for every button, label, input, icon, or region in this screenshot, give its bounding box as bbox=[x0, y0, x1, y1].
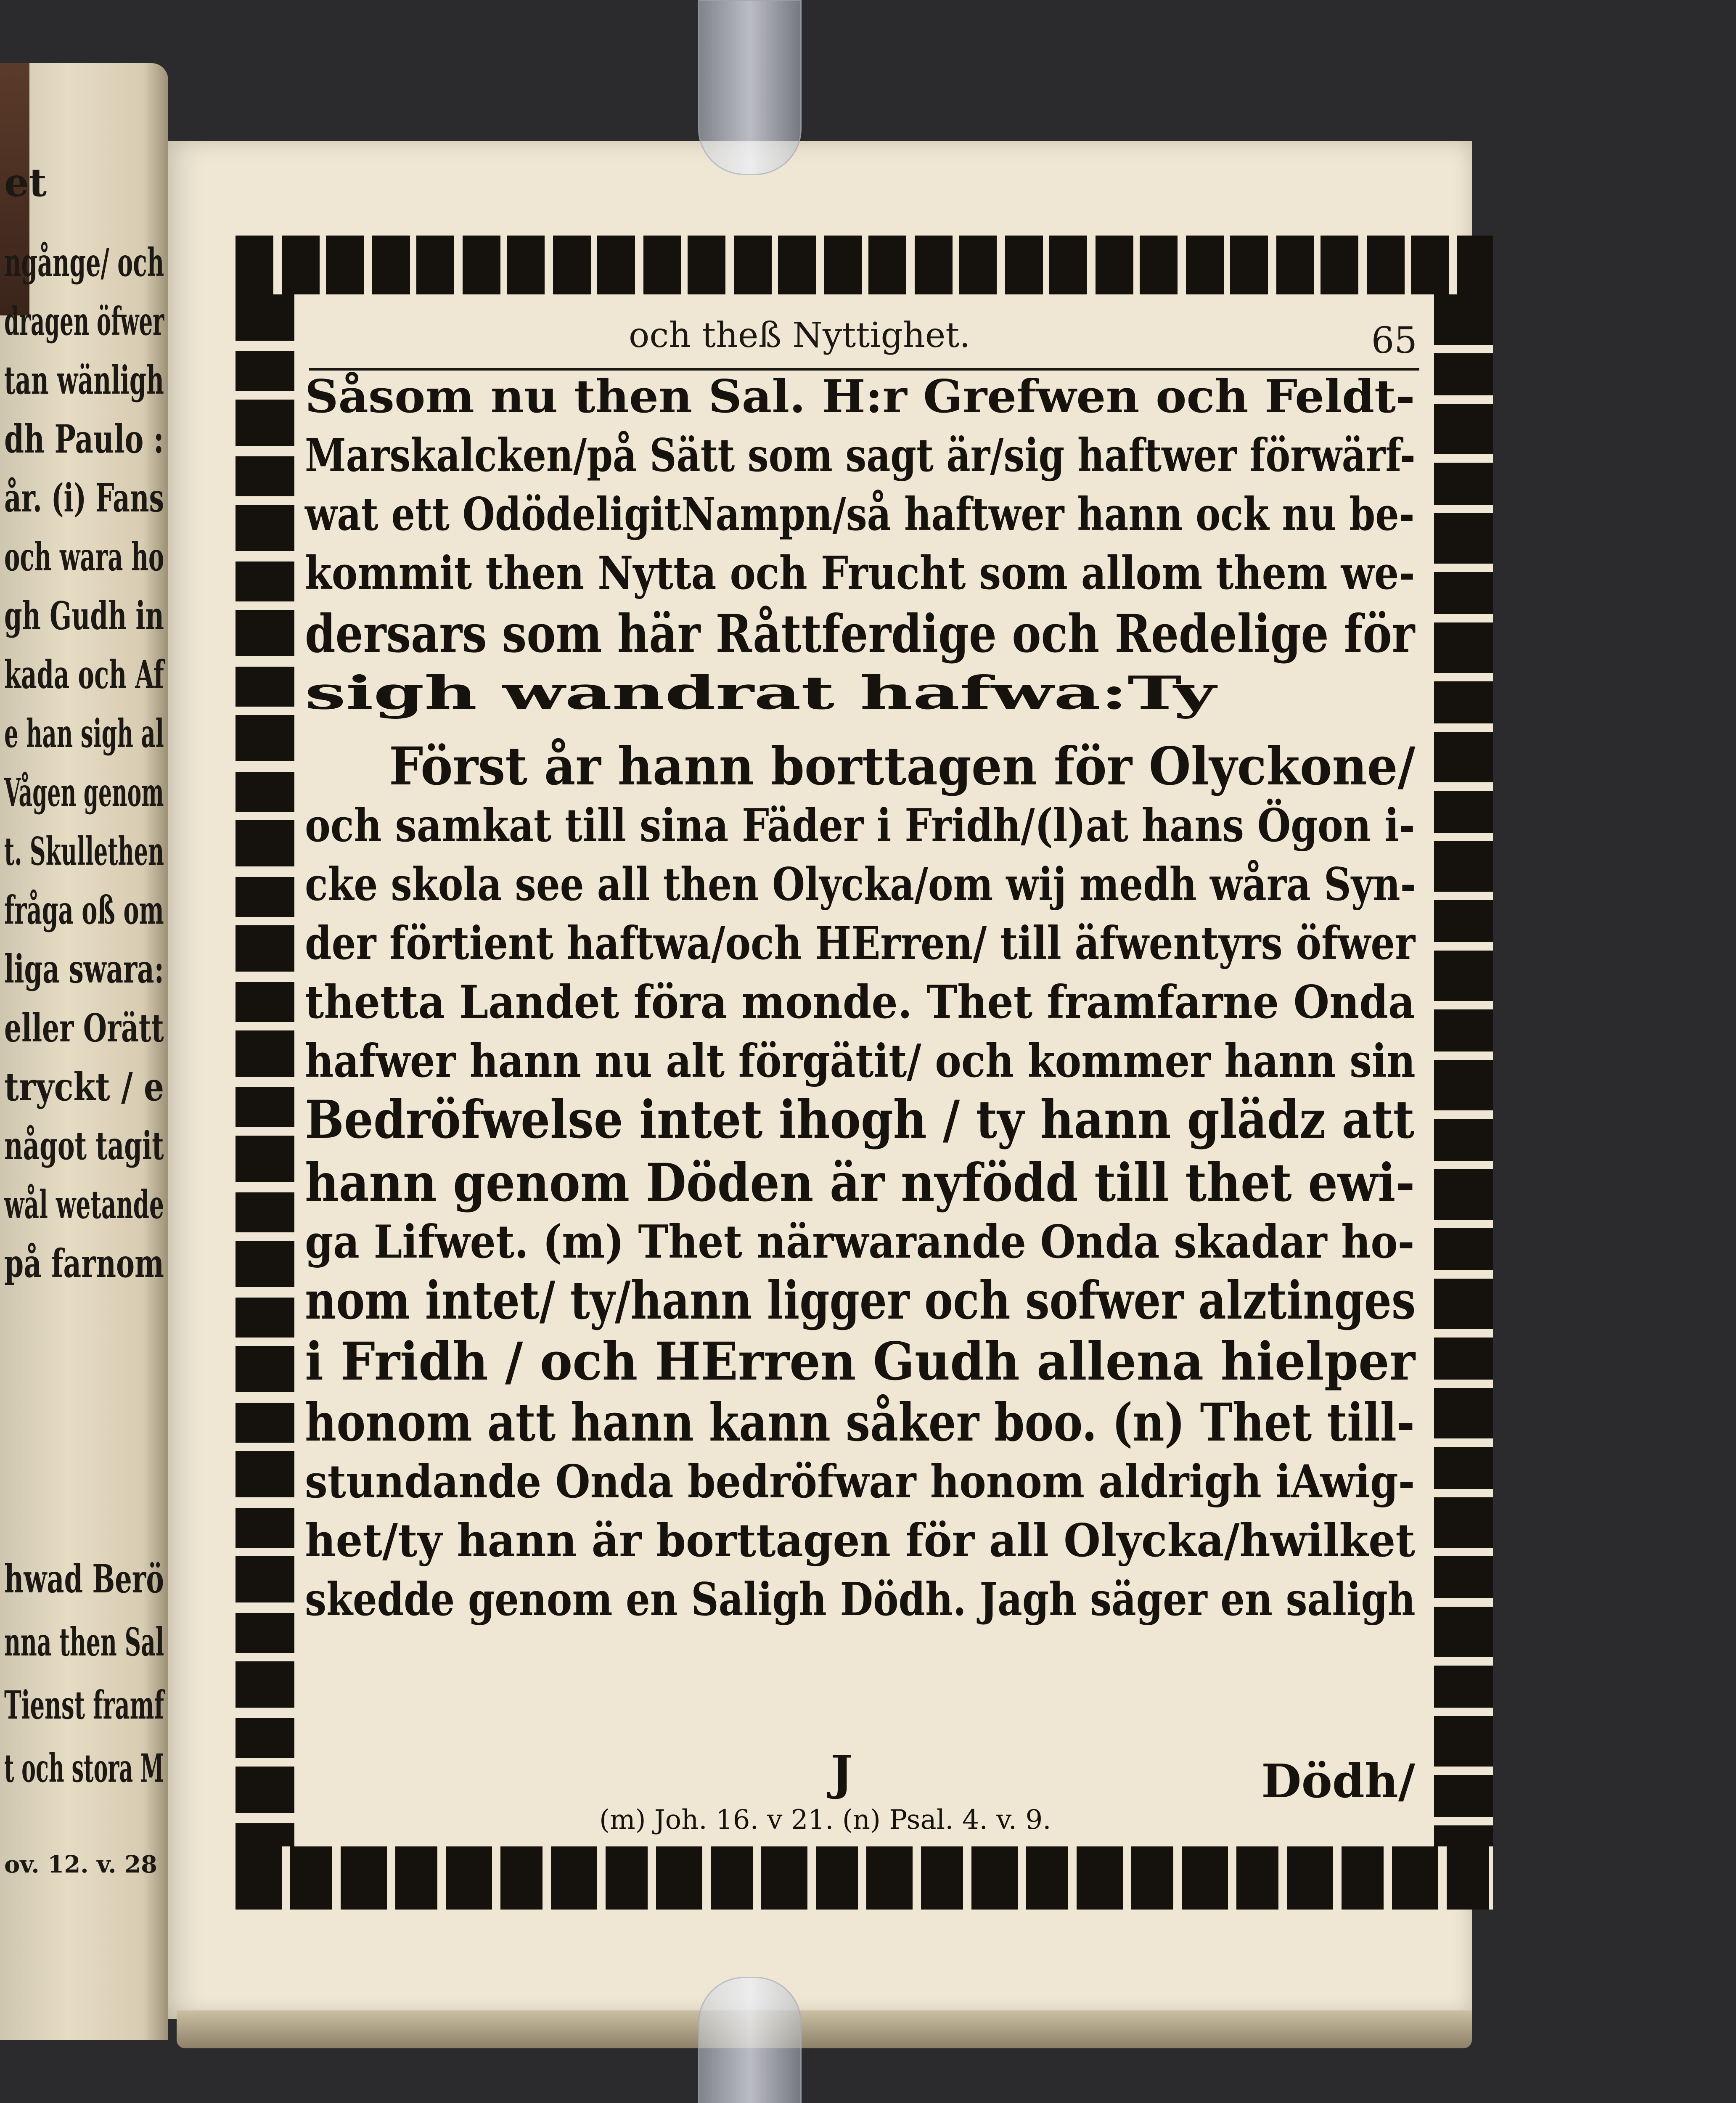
text-line: hafwer hann nu alt förgätit/ och kommer hann sin bbox=[305, 1035, 1416, 1088]
left-fragment: gh Gudh in bbox=[4, 593, 164, 638]
text-line: sigh wandrat hafwa:Ty bbox=[305, 667, 1216, 720]
left-fragment: dragen öfwer bbox=[4, 299, 164, 344]
left-fragment: Vågen genom bbox=[4, 770, 164, 815]
ornamental-border-right bbox=[1434, 294, 1493, 1846]
catchword: Dödh/ bbox=[1261, 1754, 1415, 1808]
left-fragment: hwad Berö bbox=[4, 1556, 164, 1602]
ornamental-border-left bbox=[236, 294, 294, 1846]
left-fragment: t och stora M bbox=[4, 1745, 164, 1791]
text-line: Först år hann borttagen för Olyckone/ bbox=[389, 736, 1416, 797]
page-block-edge bbox=[177, 2010, 1472, 2048]
text-line: Bedröfwelse intet ihogh / ty hann glädz att bbox=[305, 1089, 1415, 1150]
left-fragment: wål wetande bbox=[4, 1182, 164, 1227]
left-fragment: et bbox=[4, 160, 47, 205]
text-line: wat ett OdödeligitNampn/så haftwer hann ock nu be- bbox=[305, 488, 1415, 541]
top-page-clip bbox=[698, 0, 802, 175]
bottom-page-clip bbox=[698, 1977, 802, 2103]
text-line: cke skola see all then Olycka/om wij medh wåra Syn- bbox=[305, 858, 1416, 911]
text-line: kommit then Nytta och Frucht som allom them we- bbox=[305, 547, 1415, 600]
footnote: (m) Joh. 16. v 21. (n) Psal. 4. v. 9. bbox=[599, 1804, 1051, 1835]
text-line: Såsom nu then Sal. H:r Grefwen och Feldt- bbox=[305, 370, 1415, 423]
text-line: dersars som här Råttferdige och Redelige för bbox=[305, 604, 1415, 665]
left-fragment: e han sigh al bbox=[4, 711, 164, 756]
left-fragment: ov. 12. v. 28 bbox=[4, 1851, 157, 1878]
left-fragment: t. Skullethen bbox=[4, 829, 164, 874]
running-head bbox=[305, 311, 1424, 362]
text-line: skedde genom en Saligh Dödh. Jagh säger en saligh bbox=[305, 1573, 1416, 1626]
left-fragment: tryckt / e bbox=[4, 1064, 164, 1110]
text-line: nom intet/ ty/hann ligger och sofwer alztinges bbox=[305, 1270, 1416, 1331]
left-fragment: på farnom bbox=[4, 1241, 164, 1286]
left-fragment: tan wänligh bbox=[4, 358, 164, 403]
text-line: het/ty hann är borttagen för all Olycka/hwilket bbox=[305, 1514, 1415, 1567]
text-line: thetta Landet föra monde. Thet framfarne Onda bbox=[305, 976, 1415, 1029]
left-fragment: år. (i) Fans bbox=[4, 475, 164, 521]
left-fragment: Tienst framf bbox=[4, 1682, 164, 1728]
left-fragment: och wara ho bbox=[4, 534, 164, 580]
signature-mark: J bbox=[831, 1745, 853, 1801]
text-line: stundande Onda bedröfwar honom aldrigh iAwig- bbox=[305, 1455, 1415, 1508]
left-fragment: dh Paulo : bbox=[4, 416, 164, 462]
running-title: och theß Nyttighet. bbox=[629, 315, 971, 355]
left-fragment: fråga oß om bbox=[4, 887, 164, 933]
page-number: 65 bbox=[1371, 320, 1417, 362]
text-line: i Fridh / och HErren Gudh allena hielper bbox=[305, 1331, 1416, 1392]
facing-left-page bbox=[0, 63, 168, 2040]
left-fragment: eller Orätt bbox=[4, 1005, 164, 1051]
ornamental-border-bottom bbox=[236, 1846, 1493, 1910]
text-line: der förtient haftwa/och HErren/ till äfwentyrs öfwer bbox=[305, 917, 1416, 970]
text-line: Marskalcken/på Sätt som sagt är/sig haftwer förwärf- bbox=[305, 429, 1416, 482]
left-fragment: kada och Af bbox=[4, 652, 164, 697]
text-line: ga Lifwet. (m) Thet närwarande Onda skadar ho- bbox=[305, 1216, 1415, 1269]
text-line: hann genom Döden är nyfödd till thet ewi- bbox=[305, 1152, 1415, 1213]
left-fragment: nna then Sal bbox=[4, 1619, 164, 1665]
text-line: och samkat till sina Fäder i Fridh/(l)at hans Ögon i- bbox=[305, 799, 1415, 852]
left-fragment: ngånge/ och bbox=[4, 240, 164, 285]
ornamental-border-top bbox=[236, 236, 1493, 294]
left-fragment: liga swara: bbox=[4, 946, 164, 992]
left-fragment: något tagit bbox=[4, 1123, 164, 1168]
text-block bbox=[305, 303, 1424, 1834]
text-line: honom att hann kann såker boo. (n) Thet till- bbox=[305, 1392, 1415, 1453]
